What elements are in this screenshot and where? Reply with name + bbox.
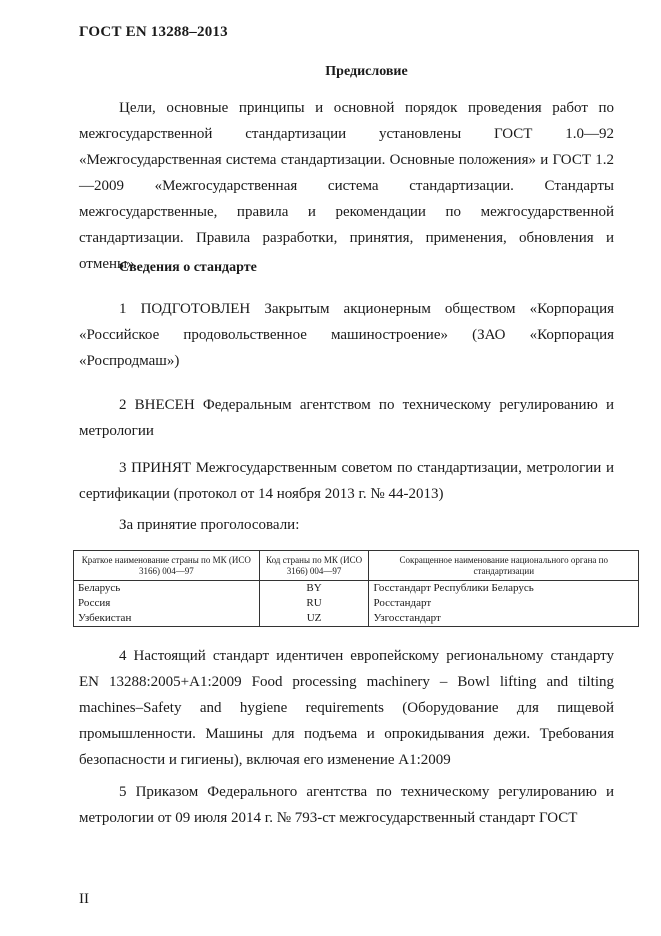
body-cell: Госстандарт Республики Беларусь [369, 581, 639, 597]
voted-label: За принятие проголосовали: [119, 517, 300, 533]
voting-states-table [73, 550, 639, 627]
code-cell: UZ [259, 611, 369, 627]
body-cell: Узгосстандарт [369, 611, 639, 627]
country-cell: Узбекистан [74, 611, 260, 627]
code-cell: RU [259, 596, 369, 611]
code-cell: BY [259, 581, 369, 597]
info-item-2: 2 ВНЕСЕН Федеральным агентством по техническому регулированию и метрологии [79, 397, 614, 439]
preface-intro-paragraph: Цели, основные принципы и основной порядок проведения работ по межгосударственной стандартизации установлены ГОСТ 1.0—92 «Межгосударственная система стандартизации. Основные положения» и ГОСТ 1.2—2009 «Межгосударственная система стандартизации. Стандарты межгосударственные, правила и рекомендации по межгосударственной стандартизации. Правила разработки, принятия, применения, обновления и отмены» [79, 100, 614, 272]
document-header: ГОСТ EN 13288–2013 [79, 24, 228, 40]
header-code: Код страны по МК (ИСО 3166) 004—97 [259, 551, 369, 581]
body-cell: Росстандарт [369, 596, 639, 611]
table-row [74, 581, 639, 597]
info-item-5: 5 Приказом Федерального агентства по техническому регулированию и метрологии от 09 июля 2014 г. № 793-ст межгосударственный стандарт ГОСТ [79, 784, 614, 826]
country-cell: Россия [74, 596, 260, 611]
standard-info-title: Сведения о стандарте [119, 260, 257, 275]
header-body: Сокращенное наименование национального органа по стандартизации [369, 551, 639, 581]
page-number: II [79, 891, 89, 907]
table-header-row [74, 551, 639, 581]
preface-title: Предисловие [325, 64, 408, 79]
country-cell: Беларусь [74, 581, 260, 597]
header-country: Краткое наименование страны по МК (ИСО 3166) 004—97 [74, 551, 260, 581]
table-row [74, 596, 639, 611]
info-item-3: 3 ПРИНЯТ Межгосударственным советом по стандартизации, метрологии и сертификации (протокол от 14 ноября 2013 г. № 44-2013) [79, 460, 614, 502]
info-item-1: 1 ПОДГОТОВЛЕН Закрытым акционерным обществом «Корпорация «Российское продовольственное машиностроение» (ЗАО «Корпорация «Роспродмаш») [79, 301, 614, 369]
table-row [74, 611, 639, 627]
info-item-4: 4 Настоящий стандарт идентичен европейскому региональному стандарту EN 13288:2005+A1:2009 Food processing machinery – Bowl lifting and tilting machines–Safety and hygiene requirements (Оборудование для пищевой промышленности. Машины для подъема и опрокидывания дежи. Требования безопасности и гигиены), включая его изменение A1:2009 [79, 648, 614, 768]
